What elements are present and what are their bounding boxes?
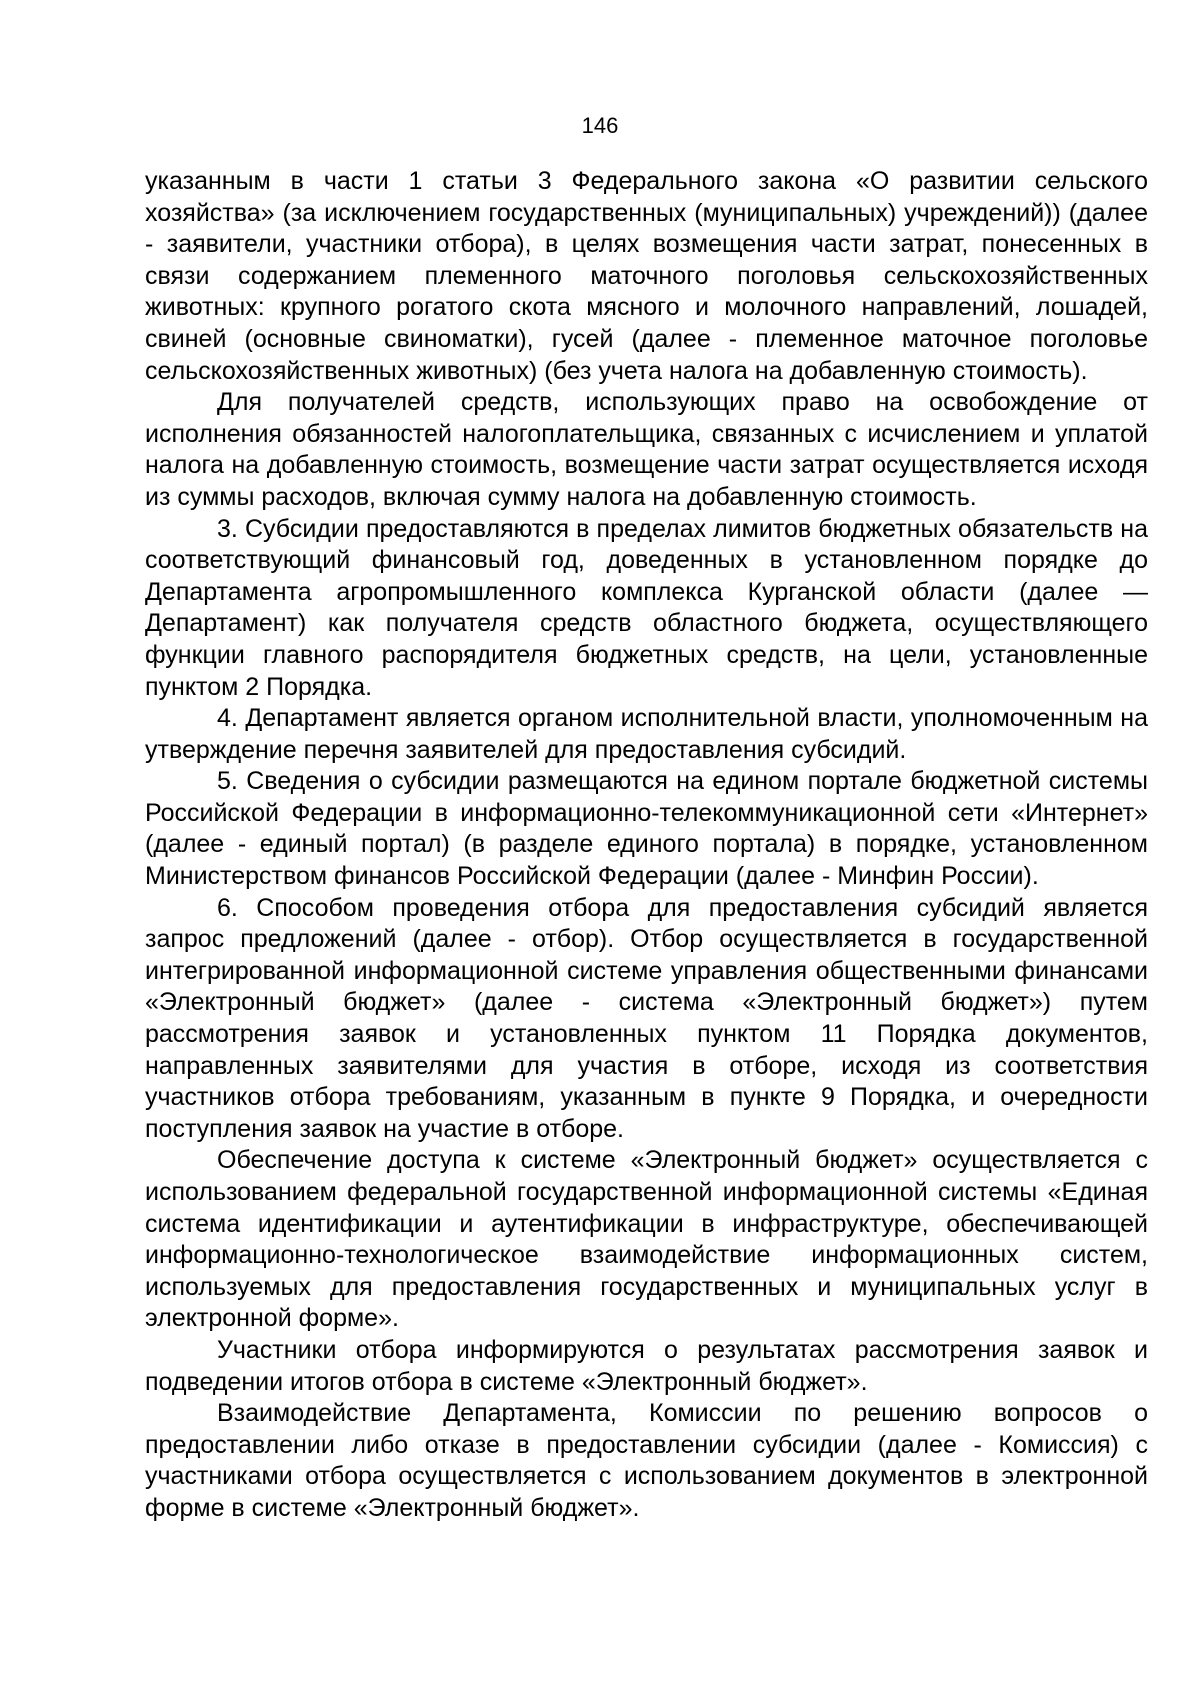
page-number: 146 <box>581 113 619 138</box>
paragraph-item-6: 6. Способом проведения отбора для предоставления субсидий является запрос предложений (далее - отбор). Отбор осуществляется в государственной интегрированной информационной системе управления общественными финансами «Электронный бюджет» (далее - система «Электронный бюджет») путем рассмотрения заявок и установленных пунктом 11 Порядка документов, направленных заявителями для участия в отборе, исходя из соответствия участников отбора требованиям, указанным в пункте 9 Порядка, и очередности поступления заявок на участие в отборе. <box>145 893 1148 1143</box>
document-body <box>145 166 1148 1525</box>
paragraph-continuation: указанным в части 1 статьи 3 Федерального закона «О развитии сельского хозяйства» (за исключением государственных (муниципальных) учреждений)) (далее - заявители, участники отбора), в целях возмещения части затрат, понесенных в связи содержанием племенного маточного поголовья сельскохозяйственных животных: крупного рогатого скота мясного и молочного направлений, лошадей, свиней (основные свиноматки), гусей (далее - племенное маточное поголовье сельскохозяйственных животных) (без учета налога на добавленную стоимость). <box>145 167 1148 385</box>
paragraph-interaction: Взаимодействие Департамента, Комиссии по решению вопросов о предоставлении либо отказе в предоставлении субсидии (далее - Комиссия) с участниками отбора осуществляется с использованием документов в электронной форме в системе «Электронный бюджет». <box>145 1399 1148 1522</box>
paragraph-informing: Участники отбора информируются о результатах рассмотрения заявок и подведении итогов отбора в системе «Электронный бюджет». <box>145 1335 1148 1396</box>
paragraph-item-5: 5. Сведения о субсидии размещаются на едином портале бюджетной системы Российской Федерации в информационно-телекоммуникационной сети «Интернет» (далее - единый портал) (в разделе единого портала) в порядке, установленном Министерством финансов Российской Федерации (далее - Минфин России). <box>145 767 1148 891</box>
paragraph-vat-exemption: Для получателей средств, использующих право на освобождение от исполнения обязанностей налогоплательщика, связанных с исчислением и уплатой налога на добавленную стоимость, возмещение части затрат осуществляется исходя из суммы расходов, включая сумму налога на добавленную стоимость. <box>145 388 1148 511</box>
paragraph-item-3: 3. Субсидии предоставляются в пределах лимитов бюджетных обязательств на соответствующий финансовый год, доведенных в установленном порядке до Департамента агропромышленного комплекса Курганской области (далее — Департамент) как получателя средств областного бюджета, осуществляющего функции главного распорядителя бюджетных средств, на цели, установленные пунктом 2 Порядка. <box>145 514 1148 701</box>
paragraph-access: Обеспечение доступа к системе «Электронный бюджет» осуществляется с использованием федеральной государственной информационной системы «Единая система идентификации и аутентификации в инфраструктуре, обеспечивающей информационно-технологическое взаимодействие информационных систем, используемых для предоставления государственных и муниципальных услуг в электронной форме». <box>145 1146 1148 1333</box>
paragraph-item-4: 4. Департамент является органом исполнительной власти, уполномоченным на утверждение перечня заявителей для предоставления субсидий. <box>145 704 1148 764</box>
